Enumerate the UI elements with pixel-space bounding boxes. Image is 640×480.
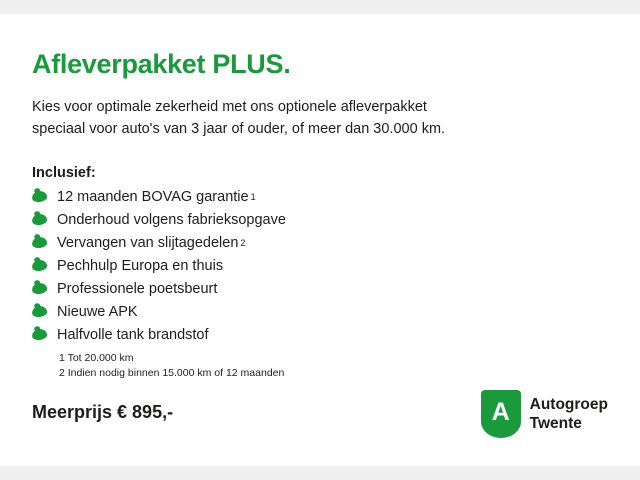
inclusive-heading: Inclusief: — [32, 164, 96, 181]
list-item-footnote-marker: 2 — [240, 237, 246, 248]
letterbox-bottom — [0, 466, 640, 480]
list-item-label: Onderhoud volgens fabrieksopgave — [57, 211, 286, 228]
leaf-bullet-icon — [31, 190, 47, 203]
page-title: Afleverpakket PLUS. — [32, 49, 291, 79]
list-item — [32, 327, 616, 343]
logo-wordmark — [530, 395, 608, 434]
list-item-label: Nieuwe APK — [57, 303, 138, 320]
intro-line-1: Kies voor optimale zekerheid met ons optionele afleverpakket — [32, 98, 427, 115]
price-text: Meerprijs € 895,- — [32, 402, 174, 423]
footnotes — [59, 351, 616, 383]
intro-line-2: speciaal voor auto's van 3 jaar of ouder, of meer dan 30.000 km. — [32, 121, 446, 138]
list-item-label: Halfvolle tank brandstof — [57, 326, 209, 343]
list-item — [32, 281, 616, 297]
list-item — [32, 189, 616, 205]
shield-icon — [481, 390, 521, 438]
leaf-bullet-icon — [31, 213, 47, 226]
list-item-label: Professionele poetsbeurt — [57, 280, 218, 297]
list-item-footnote-marker: 1 — [250, 191, 256, 202]
logo-line-1: Autogroep — [529, 395, 608, 413]
footnote-2: 2 Indien nodig binnen 15.000 km of 12 maanden — [59, 367, 285, 380]
list-item-label: Pechhulp Europa en thuis — [57, 257, 224, 274]
content-area — [32, 50, 616, 423]
list-item — [32, 258, 616, 274]
leaf-bullet-icon — [31, 259, 47, 272]
letterbox-top — [0, 0, 640, 14]
footnote-1: 1 Tot 20.000 km — [59, 351, 134, 364]
leaf-bullet-icon — [31, 236, 47, 249]
leaf-bullet-icon — [31, 328, 47, 341]
logo-line-2: Twente — [529, 415, 582, 432]
list-item — [32, 212, 616, 228]
intro-text — [32, 96, 552, 141]
feature-list — [32, 189, 616, 343]
list-item — [32, 235, 616, 251]
leaf-bullet-icon — [31, 305, 47, 318]
list-item-label: Vervangen van slijtagedelen — [57, 234, 239, 251]
list-item-label: 12 maanden BOVAG garantie — [57, 188, 249, 205]
logo-letter-a: A — [491, 397, 510, 426]
leaf-bullet-icon — [31, 282, 47, 295]
list-item — [32, 304, 616, 320]
company-logo — [481, 390, 608, 438]
